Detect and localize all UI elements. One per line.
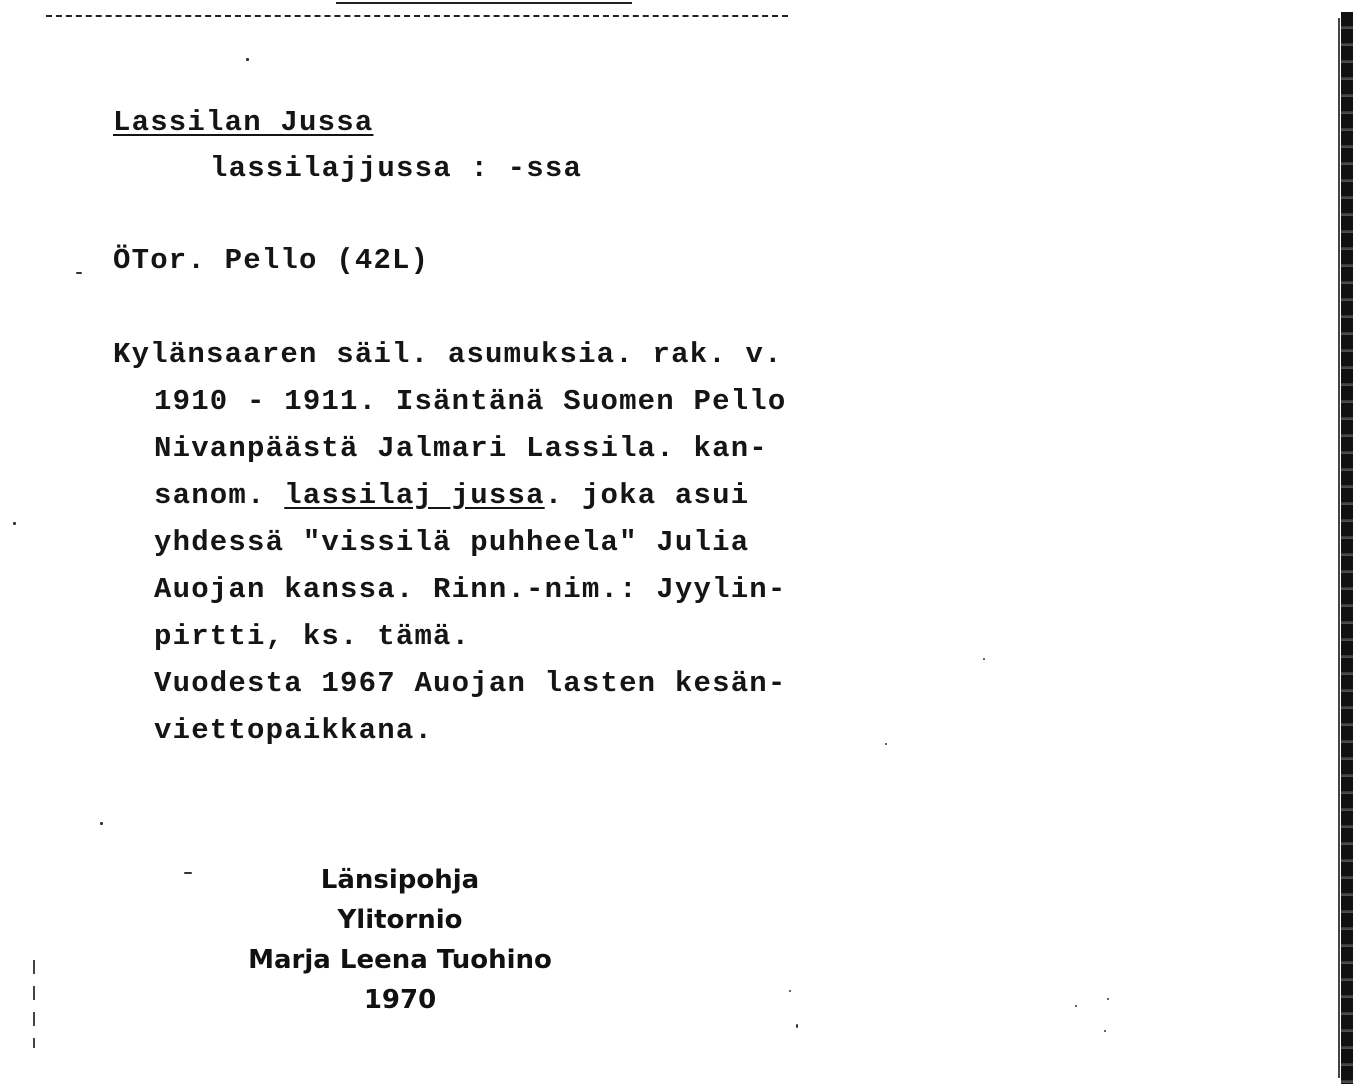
scan-speck — [1075, 1005, 1077, 1007]
scan-speck — [184, 872, 192, 874]
body-text: yhdessä "vissilä puhheela" Julia — [154, 526, 750, 559]
body-text: Auojan kanssa. Rinn.-nim.: Jyylin- — [154, 573, 787, 606]
body-text: Kylänsaaren säil. asumuksia. rak. v. — [113, 338, 783, 371]
card-right-edge-line — [1338, 18, 1340, 1078]
body-line — [113, 622, 813, 669]
card-body — [113, 340, 813, 763]
body-line — [113, 387, 813, 434]
card-right-edge — [1341, 12, 1353, 1084]
top-solid-rule — [336, 2, 632, 4]
scan-speck — [76, 272, 82, 274]
body-line — [113, 716, 813, 763]
card-left-marks — [33, 960, 35, 1048]
location-code: ÖTor. Pello (42L) — [113, 244, 430, 277]
body-text: sanom. — [154, 479, 285, 512]
phonetic-form: lassilajjussa : -ssa — [210, 152, 583, 185]
stamp-year: 1970 — [363, 985, 437, 1015]
body-text: Nivanpäästä Jalmari Lassila. kan- — [154, 432, 768, 465]
body-line — [113, 528, 813, 575]
body-line — [113, 434, 813, 481]
headword: Lassilan Jussa — [113, 106, 374, 139]
body-line — [113, 340, 813, 387]
collector-stamp — [200, 862, 600, 1022]
scan-speck — [983, 658, 985, 660]
scan-speck — [246, 58, 249, 61]
stamp-parish: Ylitornio — [337, 905, 463, 935]
scan-speck — [885, 743, 887, 745]
body-text: Vuodesta 1967 Auojan lasten kesän- — [154, 667, 787, 700]
top-dashed-rule — [46, 15, 788, 17]
scan-speck — [1107, 998, 1109, 1000]
body-line — [113, 481, 813, 528]
body-text: 1910 - 1911. Isäntänä Suomen Pello — [154, 385, 787, 418]
body-text: viettopaikkana. — [154, 714, 434, 747]
scan-speck — [13, 522, 16, 525]
stamp-collector: Marja Leena Tuohino — [248, 945, 552, 975]
scan-speck — [1104, 1030, 1106, 1032]
body-text: pirtti, ks. tämä. — [154, 620, 471, 653]
scan-speck — [796, 1024, 798, 1028]
stamp-region: Länsipohja — [320, 865, 480, 895]
scan-speck — [789, 990, 791, 992]
underlined-name: lassilaj jussa — [284, 479, 545, 512]
body-line — [113, 575, 813, 622]
scan-speck — [100, 822, 103, 825]
body-text: . joka asui — [544, 479, 750, 512]
body-line — [113, 669, 813, 716]
